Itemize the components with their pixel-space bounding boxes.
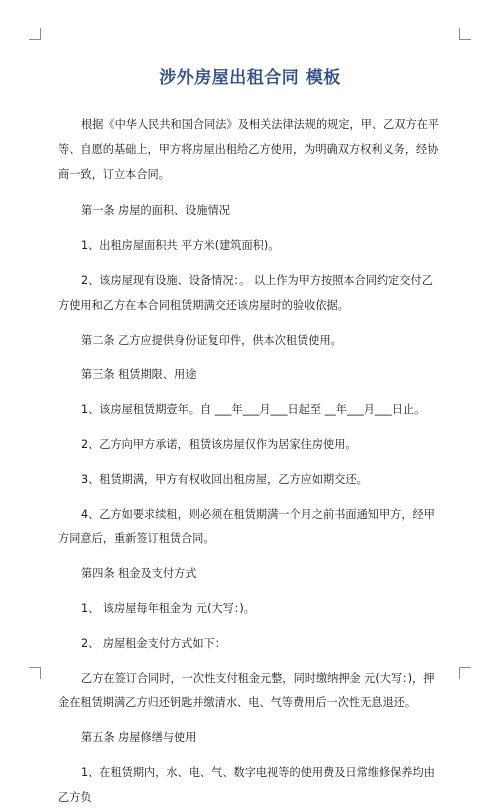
paragraph-1-1: 1、出租房屋面积共 平方米(建筑面积)。	[81, 239, 280, 253]
heading-article-3: 第三条 租赁期限、用途	[81, 368, 197, 382]
heading-article-1: 第一条 房屋的面积、设施情况	[81, 204, 230, 218]
paragraph-5-1: 1、在租赁期内，水、电、气、数字电视等的使用费及日常维修保养均由乙方负	[58, 765, 435, 804]
paragraph-4-2: 2、 房屋租金支付方式如下：	[81, 636, 226, 650]
paragraph-3-2: 2、乙方向甲方承诺，租赁该房屋仅作为居家住房使用。	[81, 437, 357, 451]
heading-article-4: 第四条 租金及支付方式	[81, 567, 197, 581]
crop-mark-top-right	[459, 28, 471, 40]
paragraph-preamble: 根据《中华人民共和国合同法》及相关法律法规的规定，甲、乙双方在平等、自愿的基础上，甲方将房屋出租给乙方使用，为明确双方权利义务，经协商一致，订立本合同。	[58, 118, 440, 181]
paragraph-3-4: 4、乙方如要求续租，则必须在租赁期满一个月之前书面通知甲方，经甲方同意后，重新签订租赁合同。	[58, 507, 435, 546]
paragraph-3-1: 1、该房屋租赁期壹年。自 ___年___月___日起至 __年___月___日止。	[81, 403, 426, 417]
crop-mark-bottom-left	[29, 667, 41, 679]
paragraph-1-2: 2、该房屋现有设施、设备情况：。 以上作为甲方按照本合同约定交付乙方使用和乙方在本合同租赁期满交还该房屋时的验收依据。	[58, 273, 433, 312]
document-title: 涉外房屋出租合同 模板	[159, 68, 341, 88]
paragraph-4-payment: 乙方在签订合同时，一次性支付租金元整，同时缴纳押金 元(大写：)，押金在租赁期满乙方归还钥匙并缴清水、电、气等费用后一次性无息退还。	[58, 671, 435, 710]
crop-mark-top-left	[29, 28, 41, 40]
document-body	[58, 113, 442, 811]
heading-article-5: 第五条 房屋修缮与使用	[81, 731, 197, 745]
paragraph-3-3: 3、租赁期满，甲方有权收回出租房屋，乙方应如期交还。	[81, 472, 368, 486]
paragraph-4-1: 1、 该房屋每年租金为 元(大写：)。	[81, 601, 255, 615]
crop-mark-bottom-right	[459, 667, 471, 679]
heading-article-2: 第二条 乙方应提供身份证复印件，供本次租赁使用。	[81, 333, 342, 347]
